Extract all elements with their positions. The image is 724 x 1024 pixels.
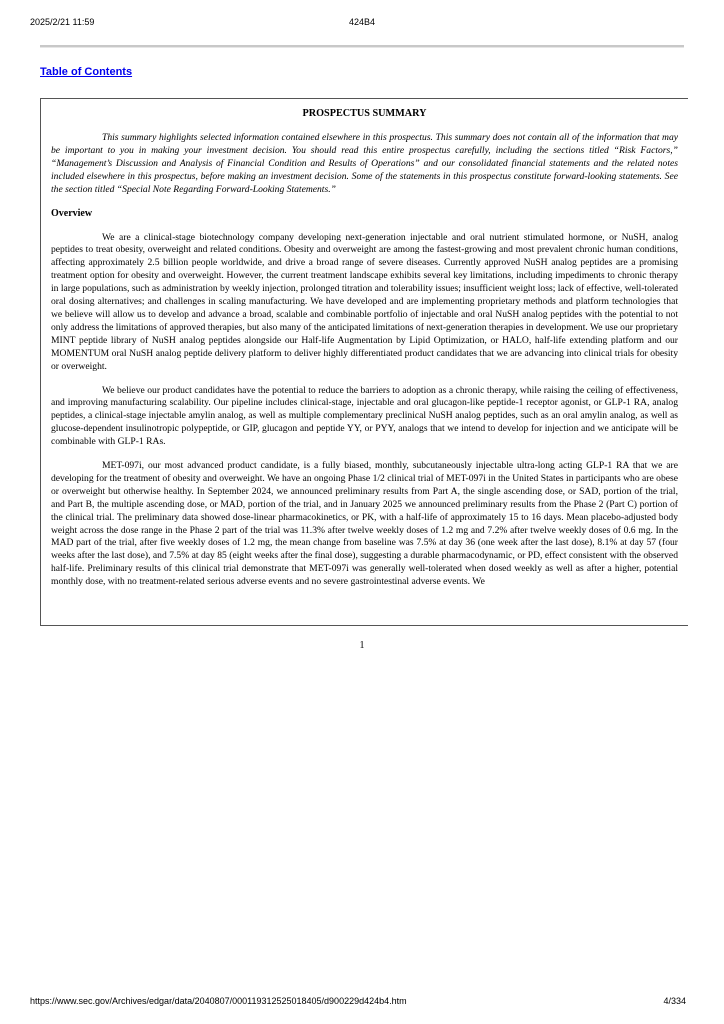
print-datetime: 2025/2/21 11:59 [30,17,95,27]
top-divider [40,45,684,48]
overview-paragraph-3: MET-097i, our most advanced product candidate, is a fully biased, monthly, subcutaneously injectable ultra-long acting GLP-1 RA that we are developing for the treatment of obesity and overweight. We have an ongoing Phase 1/2 clinical trial of MET-097i in the United States in participants who are obese or overweight but otherwise healthy. In September 2024, we announced preliminary results from Part A, the single ascending dose, or SAD, portion of the trial, and Part B, the multiple ascending dose, or MAD, portion of the trial, and in January 2025 we announced preliminary results from the Phase 2 (Part C) portion of the clinical trial. The preliminary data showed dose-linear pharmacokinetics, or PK, with a half-life of approximately 15 to 16 days. Mean placebo-adjusted body weight across the dose range in the Phase 2 part of the trial was 11.3% after twelve weekly doses of 1.2 mg and 7.2% after twelve weekly doses of 0.6 mg. In the MAD part of the trial, after five weekly doses of 1.2 mg, the mean change from baseline was 7.5% at day 36 (one week after the last dose), 8.1% at day 57 (four weeks after the last dose), and 7.5% at day 85 (eight weeks after the final dose), suggesting a durable pharmacodynamic, or PD, effect consistent with the observed half-life. Preliminary results of this clinical trial demonstrate that MET-097i was generally well-tolerated when dosed weekly as well as after a higher, potential monthly dose, with no treatment-related serious adverse events and no severe gastrointestinal adverse events. We [51,460,678,588]
table-of-contents-link[interactable]: Table of Contents [40,66,133,78]
intro-paragraph: This summary highlights selected information contained elsewhere in this prospectus. This summary does not contain all of the information that may be important to you in making your investment decision. You should read this entire prospectus carefully, including the sections titled “Risk Factors,” “Management’s Discussion and Analysis of Financial Condition and Results of Operations” and our consolidated financial statements and the related notes included elsewhere in this prospectus, before making an investment decision. Some of the statements in this prospectus constitute forward-looking statements. See the section titled “Special Note Regarding Forward-Looking Statements.” [51,132,678,195]
overview-paragraph-2: We believe our product candidates have the potential to reduce the barriers to adoption as a chronic therapy, while raising the ceiling of effectiveness, and improving manufacturing scalability. Our pipeline includes clinical-stage, injectable and oral glucagon-like peptide-1 receptor agonist, or GLP-1 RA, analog peptides, a clinical-stage injectable amylin analog, as well as multiple complementary preclinical NuSH analog peptides, such as an oral amylin analog, as well as glucose-dependent insulinotropic polypeptide, or GIP, glucagon and peptide YY, or PYY, analogs that we intend to develop for injection and we anticipate will be combinable with GLP-1 RAs. [51,384,678,448]
print-page-count: 4/334 [663,996,686,1006]
overview-paragraph-1: We are a clinical-stage biotechnology company developing next-generation injectable and oral nutrient stimulated hormone, or NuSH, analog peptides to treat obesity, overweight and related conditions. Obesity and overweight are among the fastest-growing and most prevalent chronic human conditions, affecting approximately 2.5 billion people worldwide, and drive a broad range of severe diseases. Currently approved NuSH analog peptides are a promising treatment option for obesity and overweight. However, the current treatment landscape exhibits several key limitations, including impediments to chronic therapy in large populations, such as administration by weekly injection, prolonged titration and tolerability issues; insufficient weight loss; lack of effective, well-tolerated oral dosing alternatives; and challenges in scaling manufacturing. We have developed and are implementing proprietary methods and platform technologies that we believe will allow us to develop and advance a broad, scalable and combinable portfolio of injectable and oral NuSH analog peptides with the potential to not only address the limitations of approved therapies, but also many of the anticipated limitations of next-generation therapies in development. We use our proprietary MINT peptide library of NuSH analog peptides alongside our Half-life Augmentation by Lipid Optimization, or HALO, half-life extending platform and our MOMENTUM oral NuSH analog peptide delivery platform to deliver highly differentiated product candidates that we are advancing into clinical trials for obesity or overweight. [51,231,678,372]
print-page-title: 424B4 [348,17,376,27]
page-number: 1 [359,640,365,651]
prospectus-summary-box [40,98,688,626]
overview-heading: Overview [51,207,93,219]
print-url: https://www.sec.gov/Archives/edgar/data/2040807/000119312525018405/d900229d424b4.htm [30,996,407,1006]
section-title: PROSPECTUS SUMMARY [302,108,427,119]
